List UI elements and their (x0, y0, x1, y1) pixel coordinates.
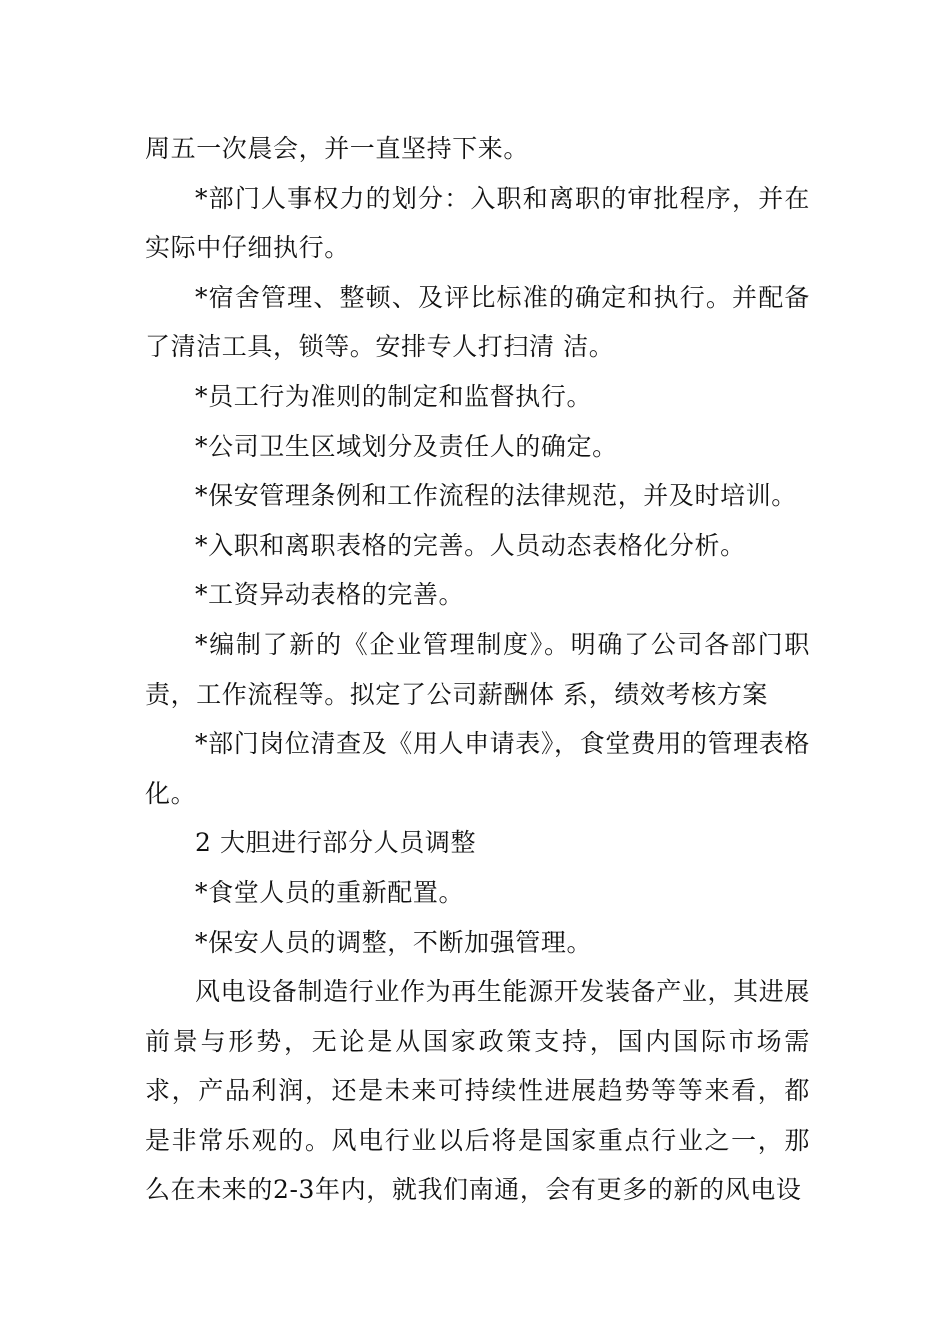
paragraph-3: *宿舍管理、整顿、及评比标准的确定和执行。并配备了清洁工具，锁等。安排专人打扫清 洁。 (145, 282, 810, 362)
paragraph-9: *编制了新的《企业管理制度》。明确了公司各部门职责，工作流程等。拟定了公司薪酬体 系，绩效考核方案 (145, 629, 810, 709)
paragraph-8: *工资异动表格的完善。 (195, 580, 465, 610)
paragraph-5: *公司卫生区域划分及责任人的确定。 (195, 431, 618, 461)
document-body (145, 124, 810, 1215)
paragraph-14: 风电设备制造行业作为再生能源开发装备产业，其进展前景与形势，无论是从国家政策支持，国内国际市场需求，产品利润，还是未来可持续性进展趋势等等来看，都是非常乐观的。风电行业以后将是国家重点行业之一，那么在未来的2-3年内，就我们南通，会有更多的新的风电设 (145, 977, 810, 1205)
section-heading: 2 大胆进行部分人员调整 (195, 828, 477, 858)
paragraph-6: *保安管理条例和工作流程的法律规范，并及时培训。 (195, 481, 797, 511)
paragraph-7: *入职和离职表格的完善。人员动态表格化分析。 (195, 530, 746, 560)
paragraph-12: *食堂人员的重新配置。 (195, 877, 465, 907)
paragraph-4: *员工行为准则的制定和监督执行。 (195, 381, 593, 411)
paragraph-2: *部门人事权力的划分：入职和离职的审批程序，并在实际中仔细执行。 (145, 183, 810, 263)
paragraph-1: 周五一次晨会，并一直坚持下来。 (145, 134, 530, 163)
paragraph-13: *保安人员的调整，不断加强管理。 (195, 927, 593, 957)
paragraph-10: *部门岗位清查及《用人申请表》，食堂费用的管理表格化。 (145, 729, 811, 808)
